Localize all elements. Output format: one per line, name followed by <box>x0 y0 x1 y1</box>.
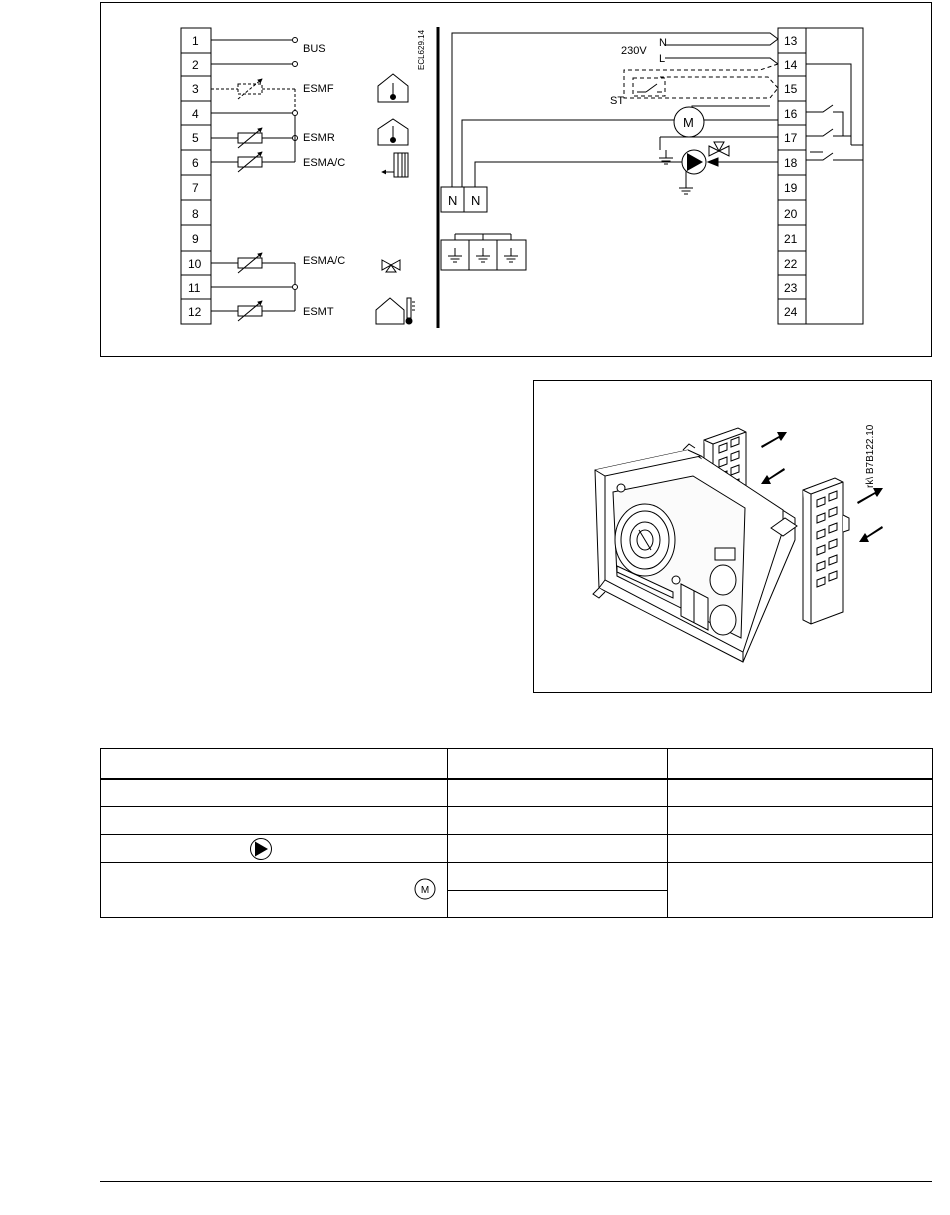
footer-rule <box>100 1181 932 1182</box>
right-terminal-21: 21 <box>784 232 798 246</box>
left-terminal-12: 12 <box>188 305 202 319</box>
table-cell <box>101 749 448 779</box>
right-terminal-24: 24 <box>784 305 798 319</box>
resistor-esmt-icon <box>238 301 262 321</box>
left-terminal-4: 4 <box>192 107 199 121</box>
label-esma-c-bottom: ESMA/C <box>303 255 346 267</box>
left-terminal-9: 9 <box>192 232 199 246</box>
radiator-icon <box>382 153 408 177</box>
table-cell <box>101 779 448 807</box>
table-cell <box>668 749 933 779</box>
label-bus: BUS <box>303 43 326 55</box>
svg-text:N: N <box>471 193 481 208</box>
right-terminal-13: 13 <box>784 34 798 48</box>
resistor-esma-c-2-icon <box>238 253 262 273</box>
table-row <box>101 835 933 863</box>
valve-icon <box>382 260 400 272</box>
label-230v: 230V <box>621 45 647 57</box>
table-cell <box>101 863 448 918</box>
right-terminal-19: 19 <box>784 181 798 195</box>
label-live: L <box>659 53 666 65</box>
circulation-pump-icon <box>682 150 706 180</box>
resistor-esmr-icon <box>238 128 262 148</box>
relay-housing <box>806 28 863 324</box>
right-terminal-22: 22 <box>784 257 798 271</box>
svg-text:N: N <box>448 193 458 208</box>
right-terminal-17: 17 <box>784 131 798 145</box>
flow-sensor-house-icon <box>378 74 408 102</box>
label-esmt: ESMT <box>303 306 334 318</box>
safety-thermostat-loop <box>624 64 778 98</box>
right-terminal-15: 15 <box>784 82 798 96</box>
motor-icon <box>674 107 704 137</box>
right-terminal-strip <box>778 28 806 324</box>
safety-thermostat-switch-icon <box>637 84 662 92</box>
wiring-diagram-panel <box>100 2 932 357</box>
table-row <box>101 807 933 835</box>
illustration-code: rk\ B7B122.10 <box>865 424 876 488</box>
left-terminal-2: 2 <box>192 58 199 72</box>
neutral-terminal-block <box>441 187 487 212</box>
left-terminal-10: 10 <box>188 257 202 271</box>
table-cell <box>448 779 668 807</box>
label-esmf: ESMF <box>303 83 334 95</box>
product-illustration-panel <box>533 380 932 693</box>
left-terminal-11: 11 <box>188 281 201 295</box>
left-terminal-1: 1 <box>192 34 199 48</box>
right-terminal-14: 14 <box>784 58 798 72</box>
table-header-row <box>101 749 933 779</box>
right-terminal-16: 16 <box>784 107 798 121</box>
sensor-wiring <box>211 38 298 312</box>
pump-ground-icon <box>679 180 693 194</box>
left-terminal-7: 7 <box>192 181 199 195</box>
return-sensor-house-icon <box>378 119 408 145</box>
earth-terminal-block <box>441 234 526 270</box>
label-esma-c-top: ESMA/C <box>303 157 346 169</box>
outdoor-sensor-house-icon <box>376 298 415 324</box>
specification-table <box>100 748 933 918</box>
table-cell <box>668 779 933 807</box>
svg-text:M: M <box>683 115 694 130</box>
table-cell <box>448 749 668 779</box>
motor-symbol-icon <box>414 878 436 900</box>
table-cell <box>101 835 448 863</box>
controller-illustration <box>533 380 932 693</box>
wiring-diagram <box>100 2 932 357</box>
pump-symbol-icon <box>249 837 273 861</box>
table-cell <box>448 835 668 863</box>
resistor-esmf-icon <box>238 79 262 99</box>
table-cell <box>448 863 668 891</box>
label-safety-thermostat: ST <box>610 95 625 107</box>
label-neutral: N <box>659 37 667 49</box>
right-terminal-23: 23 <box>784 281 798 295</box>
left-terminal-5: 5 <box>192 131 199 145</box>
table-cell <box>668 807 933 835</box>
left-terminal-6: 6 <box>192 156 199 170</box>
table-row <box>101 779 933 807</box>
table-cell <box>448 891 668 918</box>
left-terminal-8: 8 <box>192 207 199 221</box>
left-terminal-3: 3 <box>192 82 199 96</box>
resistor-esma-c-icon <box>238 152 262 172</box>
table-cell <box>448 807 668 835</box>
table-cell <box>668 835 933 863</box>
right-terminal-18: 18 <box>784 156 798 170</box>
left-terminal-strip <box>181 28 211 324</box>
right-terminal-20: 20 <box>784 207 798 221</box>
table-row <box>101 863 933 891</box>
table-cell <box>668 863 933 918</box>
diagram-code: ECL629.14 <box>417 29 426 70</box>
label-esmr: ESMR <box>303 132 335 144</box>
table-cell <box>101 807 448 835</box>
svg-text:M: M <box>420 885 430 896</box>
